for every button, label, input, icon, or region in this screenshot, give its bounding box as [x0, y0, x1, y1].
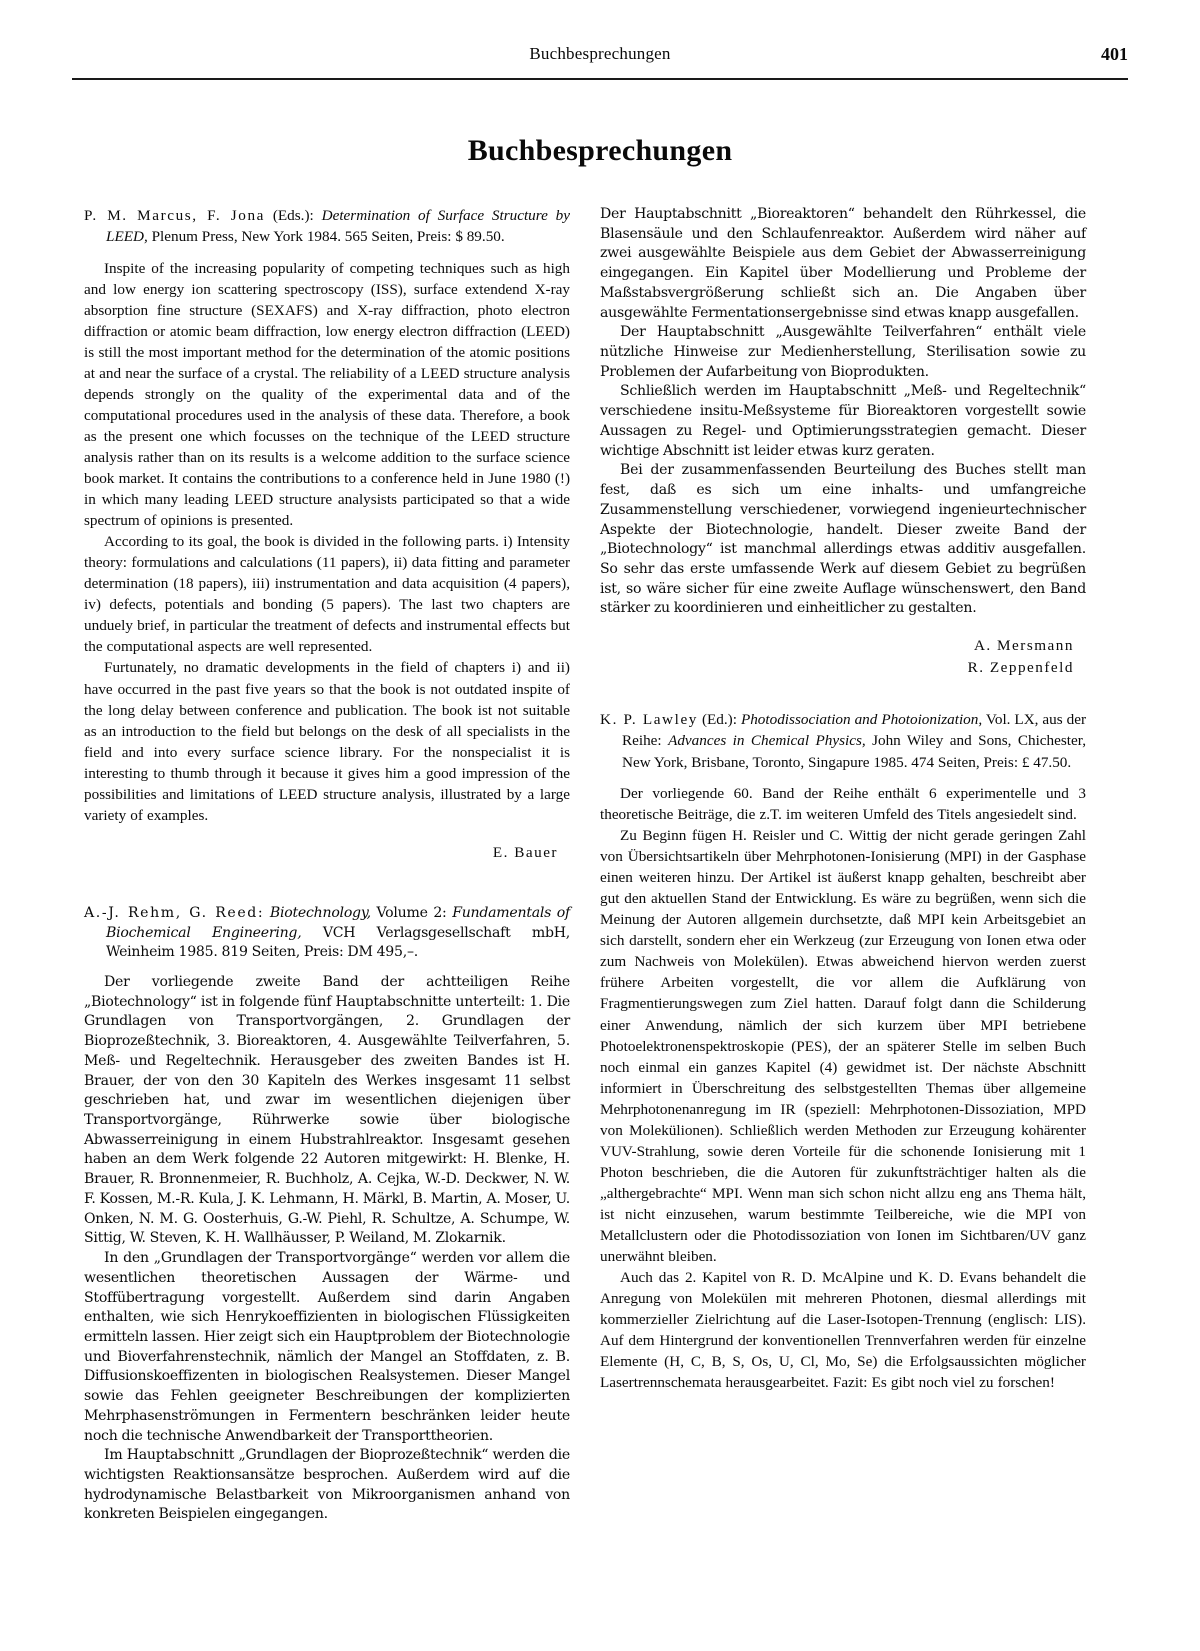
page-title: Buchbesprechungen [467, 134, 733, 167]
review-biotechnology-imprint: VCH Verlagsgesellschaft mbH, Weinheim 1985. 819 Seiten, Preis: DM 495,–. [106, 924, 571, 961]
running-head-title: Buchbesprechungen [529, 44, 671, 63]
review-biotechnology-paragraph-4: Der Hauptabschnitt „Ausgewählte Teilverfahren“ enthält viele nützliche Hinweise zur Medienherstellung, Sterilisation sowie zu Problemen der Aufarbeitung von Bioprodukten. [600, 324, 1086, 380]
review-leed-title: Determination of Surface Structure by LEED, [106, 207, 571, 246]
review-photodissociation-title-2: Advances in Chemical Physics, [668, 732, 866, 750]
review-biotechnology-volume: Volume 2: [376, 904, 447, 921]
review-leed-imprint: Plenum Press, New York 1984. 565 Seiten, Preis: $ 89.50. [151, 228, 505, 246]
review-biotechnology-title-2: Fundamentals of Biochemical Engineering, [106, 904, 570, 941]
review-gap-2 [600, 679, 1086, 709]
review-photodissociation-reference [600, 709, 1086, 773]
review-biotechnology-paragraph-3: Im Hauptabschnitt „Grundlagen der Bioprozeßtechnik“ werden die wichtigsten Reaktionsansätze besprochen. Außerdem wird auf die hydrodynamische Belastbarkeit von Mikroorganismen anhand von konkreten Beispielen eingegangen. [84, 1447, 570, 1523]
review-photodissociation-paragraph-3: Auch das 2. Kapitel von R. D. McAlpine und K. D. Evans behandelt die Anregung von Molekülen mit mehreren Photonen, diesmal allerdings mit kommerzieller Zielrichtung auf die Laser-Isotopen-Trennung (englisch: LIS). Auf dem Hintergrund der konventionellen Trennverfahren werden für einzelne Elemente (H, C, B, S, Os, U, Cl, Mo, Se) die Erfolgsaussichten möglicher Lasertrennschemata herausgearbeitet. Fazit: Es gibt noch viel zu forschen! [600, 1269, 1086, 1392]
header-rule [72, 78, 1128, 80]
review-gap [84, 864, 570, 904]
review-photodissociation [600, 709, 1086, 1393]
body-columns [84, 205, 1116, 1595]
column-right [600, 205, 1086, 1595]
review-biotechnology-signature-2: R. Zeppenfeld [967, 659, 1074, 677]
review-biotechnology [84, 904, 570, 1525]
review-leed-paragraph-2: According to its goal, the book is divided in the following parts. i) Intensity theory: formulations and calculations (11 papers), ii) data fitting and parameter determination (18 papers), iii) instrumentation and data acquisition (4 papers), iv) defects, potentials and bonding (5 papers). The last two chapters are unduely brief, in particular the treatment of defects and instrumental effects but the computational aspects are well represented. [84, 533, 570, 656]
review-leed-role: (Eds.): [272, 207, 314, 224]
review-leed-reference [84, 205, 570, 248]
review-biotechnology-paragraph-2: In den „Grundlagen der Transportvorgänge“ werden vor allem die wesentlichen theoretischen Aussagen der Wärme- und Stoffübertragung vorgestellt. Außerdem sind darin Angaben enthalten, wie sich Henrykoeffizienten in biologischen Flüssigkeiten ermitteln lassen. Hier zeigt sich ein Hauptproblem der Biotechnologie und Bioverfahrenstechnik, nämlich der Mangel an Stoffdaten, z. B. Diffusionskoeffizenten in biologischen Realsystemen. Dieser Mangel sowie das Fehlen geeigneter Beschreibungen der komplizierten Mehrphasenströmungen in Fermentern beschränken leider heute noch die technische Anwendbarkeit der Transporttheorien. [84, 1250, 570, 1444]
review-photodissociation-authors: K. P. Lawley [600, 711, 698, 729]
review-leed-paragraph-3: Furtunately, no dramatic developments in the field of chapters i) and ii) have occurred in the past five years so that the book is not outdated inspite of the long delay between conference and publication. The book ist not suitable as an introduction to the field but belongs on the desk of all specialists in the field and into every surface science library. For the nonspecialist it is interesting to thumb through it because it gives him a good impression of the possibilities and limitations of LEED structure analysis, illustrated by a large variety of examples. [84, 659, 570, 824]
page-number: 401 [1101, 44, 1128, 64]
review-photodissociation-title-1: Photodissociation and Photoionization, [740, 711, 983, 729]
review-biotechnology-continued [600, 205, 1086, 679]
review-biotechnology-signature-1: A. Mersmann [973, 637, 1074, 655]
review-photodissociation-paragraph-2: Zu Beginn fügen H. Reisler und C. Wittig der nicht gerade geringen Zahl von Übersichtsartikeln über Mehrphotonen-Ionisierung (MPI) in der Gasphase einen weiteren hinzu. Der Artikel ist äußerst knapp gehalten, beschreibt aber gut den aktuellen Stand der Entwicklung. Es wäre zu begrüßen, wenn sich die Meinung der Autoren allgemein durchsetzte, daß MPI kein Arbeitsgebiet an sich darstellt, sondern eher ein Werkzeug (zur Erzeugung von Ionen etwa oder zum Nachweis von Molekülen). Etwas abweichend hiervon werden zuerst frühere Arbeiten vorgestellt, die vor allem die Aufklärung von Fragmentierungswegen zum Ziel hatten. Darauf folgt dann die Schilderung einer Anwendung, nämlich der sich kurzem über MPI betriebene Photoelektronenspektroskopie (PES), der an späterer Stelle im selben Buch noch einmal ein ganzes Kapitel (4) gewidmet ist. Der nächste Abschnitt informiert in Überschreitung des selbstgestellten Themas über allgemeine Mehrphotonenanregung im IR (speziell: Mehrphotonen-Dissoziation, MPD von Molekülionen). Schließlich werden Methoden zur Erzeugung kohärenter VUV-Strahlung, sowie deren Vorteile für die schonende Ionisierung mit 1 Photon beschrieben, die die Autoren für zukunftsträchtiger halten als die „althergebrachte“ MPI. Wenn man sich schon nicht allzu eng ans Thema hält, ist nicht einzusehen, warum bestimmte Teilbereiche, wie die MPI von Metallclustern oder die Photodissoziation von Ionen im Sichtbaren/UV ganz unerwähnt bleiben. [600, 827, 1086, 1266]
review-leed-authors: P. M. Marcus, F. Jona [84, 207, 265, 224]
review-biotechnology-paragraph-5: Schließlich werden im Hauptabschnitt „Meß- und Regeltechnik“ verschiedene insitu-Meßsysteme für Bioreaktoren vorgestellt sowie Aussagen zu Regel- und Optimierungsstrategien gemacht. Dieser wichtige Abschnitt ist leider etwas kurz geraten. [600, 383, 1086, 459]
review-biotechnology-paragraph-6: Bei der zusammenfassenden Beurteilung des Buches stellt man fest, daß es sich um eine inhalts- und umfangreiche Zusammenstellung verschiedener, vorwiegend ingenieurtechnischer Aspekte der Biotechnologie, handelt. Dieser zweite Band der „Biotechnology“ ist manchmal allerdings etwas additiv ausgefallen. So sehr das erste umfassende Werk auf diesem Gebiet zu begrüßen ist, so wäre sicher für eine zweite Auflage wünschenswert, den Band stärker zu koordinieren und einheitlicher zu gestalten. [600, 462, 1086, 617]
review-biotechnology-authors: A.-J. Rehm, G. Reed: [84, 904, 265, 921]
review-photodissociation-paragraph-1: Der vorliegende 60. Band der Reihe enthält 6 experimentelle und 3 theoretische Beiträge, die z.T. im weiteren Umfeld des Titels angesiedelt sind. [600, 785, 1086, 824]
review-biotechnology-title-1: Biotechnology, [269, 904, 371, 921]
review-leed [84, 205, 570, 864]
review-biotechnology-reference [84, 904, 570, 963]
review-leed-signature-1: E. Bauer [492, 843, 558, 861]
running-head [72, 44, 1128, 78]
review-biotechnology-paragraph-3-cont: Der Hauptabschnitt „Bioreaktoren“ behandelt den Rührkessel, die Blasensäule und den Schlaufenreaktor. Außerdem wird näher auf zwei ausgewählte Beispiele aus dem Gebiet der Abwasserreinigung eingegangen. Ein Kapitel über Modellierung und Probleme der Maßstabsvergrößerung schließt sich an. Die Angaben über ausgewählte Fermentationsergebnisse sind etwas knapp ausgefallen. [600, 206, 1086, 321]
review-photodissociation-role: (Ed.): [701, 711, 737, 729]
review-photodissociation-imprint: John Wiley and Sons, Chichester, New York, Brisbane, Toronto, Singapure 1985. 474 Seiten, Preis: £ 47.50. [622, 732, 1087, 771]
review-photodissociation-volume: Vol. LX, aus der Reihe: [622, 711, 1087, 750]
review-leed-paragraph-1: Inspite of the increasing popularity of competing techniques such as high and low energy ion scattering spectroscopy (ISS), surface extendend X-ray absorption fine structure (SEXAFS) and X-ray diffraction, photo electron diffraction or atomic beam diffraction, low energy electron diffraction (LEED) is still the most important method for the determination of the atomic positions at and near the surface of a crystal. The reliability of a LEED structure analysis depends strongly on the quality of the experimental data and of the computational procedures used in the analysis of these data. Therefore, a book as the present one which focusses on the technique of the LEED structure analysis rather than on its results is a welcome addition to the surface science book market. It contains the contributions to a conference held in June 1980 (!) in which many leading LEED structure analysists participated so that a wide spectrum of opinions is presented. [84, 259, 570, 530]
column-left [84, 205, 570, 1595]
review-biotechnology-paragraph-1: Der vorliegende zweite Band der achtteiligen Reihe „Biotechnology“ ist in folgende fünf Hauptabschnitte unterteilt: 1. Die Grundlagen von Transportvorgängen, 2. Grundlagen der Bioprozeßtechnik, 3. Bioreaktoren, 4. Ausgewählte Teilverfahren, 5. Meß- und Regeltechnik. Herausgeber des zweiten Bandes ist H. Brauer, der von den 30 Kapiteln des Werkes insgesamt 11 selbst geschrieben hat, und zwar im wesentlichen diejenigen über Transportvorgänge, Rührwerke sowie über biologische Abwasserreinigung in einem Hubstrahlreaktor. Insgesamt gesehen haben an dem Werk folgende 22 Autoren mitgewirkt: H. Blenke, H. Brauer, R. Bronnenmeier, R. Buchholz, A. Cejka, W.-D. Deckwer, N. W. F. Kossen, M.-R. Kula, J. K. Lehmann, H. Märkl, B. Martin, A. Moser, U. Onken, N. M. G. Oosterhuis, G.-W. Piehl, R. Schultze, A. Schumpe, W. Sittig, W. Steven, K. H. Wallhäusser, P. Weiland, M. Zlokarnik. [84, 974, 570, 1247]
